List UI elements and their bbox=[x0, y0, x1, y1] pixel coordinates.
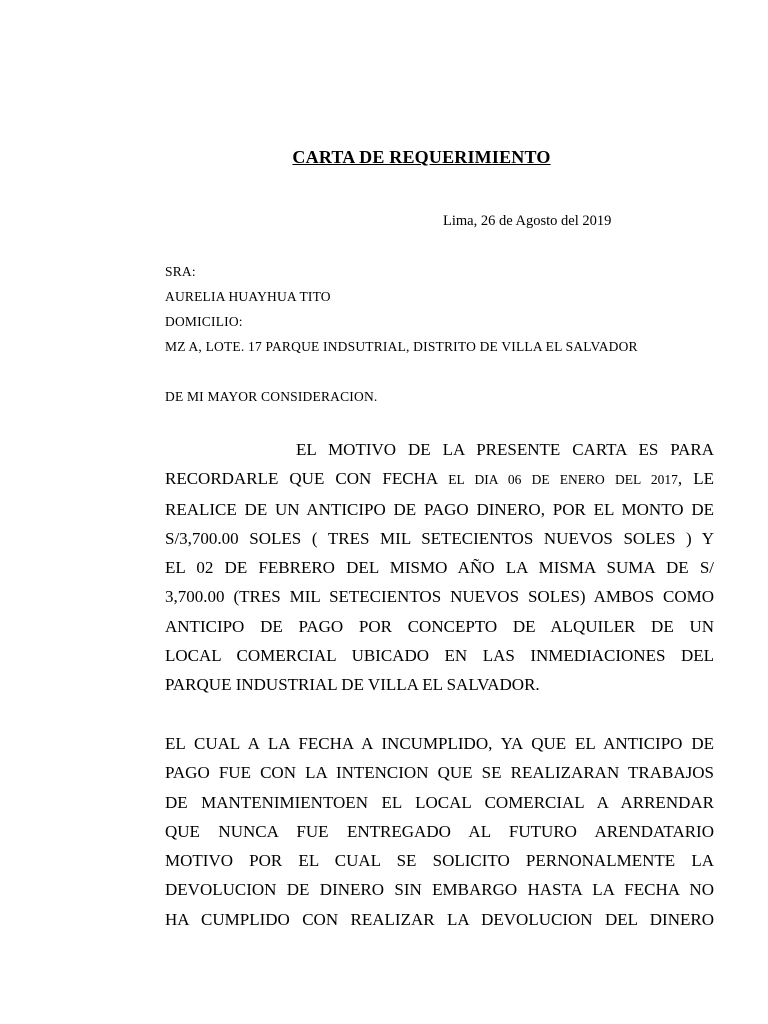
paragraph-1-text: RECORDARLE QUE CON FECHA bbox=[165, 469, 439, 489]
letter-title: CARTA DE REQUERIMIENTO bbox=[292, 147, 551, 167]
paragraph-1-line: REALICE DE UN ANTICIPO DE PAGO DINERO, POR EL MONTO DE bbox=[165, 499, 714, 519]
paragraph-2-line: DE MANTENIMIENTOEN EL LOCAL COMERCIAL A ARRENDAR bbox=[165, 792, 714, 812]
recipient-salutation: SRA: bbox=[165, 264, 196, 279]
recipient-address: MZ A, LOTE. 17 PARQUE INDSUTRIAL, DISTRITO DE VILLA EL SALVADOR bbox=[165, 339, 638, 354]
paragraph-2-line: PAGO FUE CON LA INTENCION QUE SE REALIZARAN TRABAJOS bbox=[165, 763, 714, 783]
paragraph-2-line: QUE NUNCA FUE ENTREGADO AL FUTURO ARENDATARIO bbox=[165, 821, 714, 841]
letter-greeting: DE MI MAYOR CONSIDERACION. bbox=[165, 389, 378, 404]
paragraph-1-line: S/3,700.00 SOLES ( TRES MIL SETECIENTOS NUEVOS SOLES ) Y bbox=[165, 528, 714, 548]
paragraph-2-line: DEVOLUCION DE DINERO SIN EMBARGO HASTA LA FECHA NO bbox=[165, 880, 714, 900]
paragraph-2-line: HA CUMPLIDO CON REALIZAR LA DEVOLUCION DEL DINERO bbox=[165, 909, 714, 929]
letter-date: Lima, 26 de Agosto del 2019 bbox=[443, 213, 612, 229]
letter-paragraph-2 bbox=[165, 729, 714, 934]
paragraph-1-line bbox=[165, 464, 714, 494]
recipient-address-label: DOMICILIO: bbox=[165, 314, 243, 329]
paragraph-1-line: 3,700.00 (TRES MIL SETECIENTOS NUEVOS SOLES) AMBOS COMO bbox=[165, 587, 714, 607]
paragraph-1-line: ANTICIPO DE PAGO POR CONCEPTO DE ALQUILER DE UN bbox=[165, 616, 714, 636]
recipient-name: AURELIA HUAYHUA TITO bbox=[165, 289, 331, 304]
paragraph-2-line: MOTIVO POR EL CUAL SE SOLICITO PERNONALMENTE LA bbox=[165, 851, 714, 871]
paragraph-1-line: EL 02 DE FEBRERO DEL MISMO AÑO LA MISMA SUMA DE S/ bbox=[165, 558, 714, 578]
paragraph-1-line: EL MOTIVO DE LA PRESENTE CARTA ES PARA bbox=[296, 440, 714, 459]
letter-paragraph-1 bbox=[165, 435, 714, 700]
paragraph-1-line: LOCAL COMERCIAL UBICADO EN LAS INMEDIACIONES DEL bbox=[165, 646, 714, 666]
paragraph-1-line: PARQUE INDUSTRIAL DE VILLA EL SALVADOR. bbox=[165, 675, 540, 695]
paragraph-1-text: , LE bbox=[677, 469, 714, 489]
paragraph-2-line: EL CUAL A LA FECHA A INCUMPLIDO, YA QUE EL ANTICIPO DE bbox=[165, 734, 714, 753]
paragraph-1-date-text: EL DIA 06 DE ENERO DEL 2017 bbox=[438, 472, 678, 488]
